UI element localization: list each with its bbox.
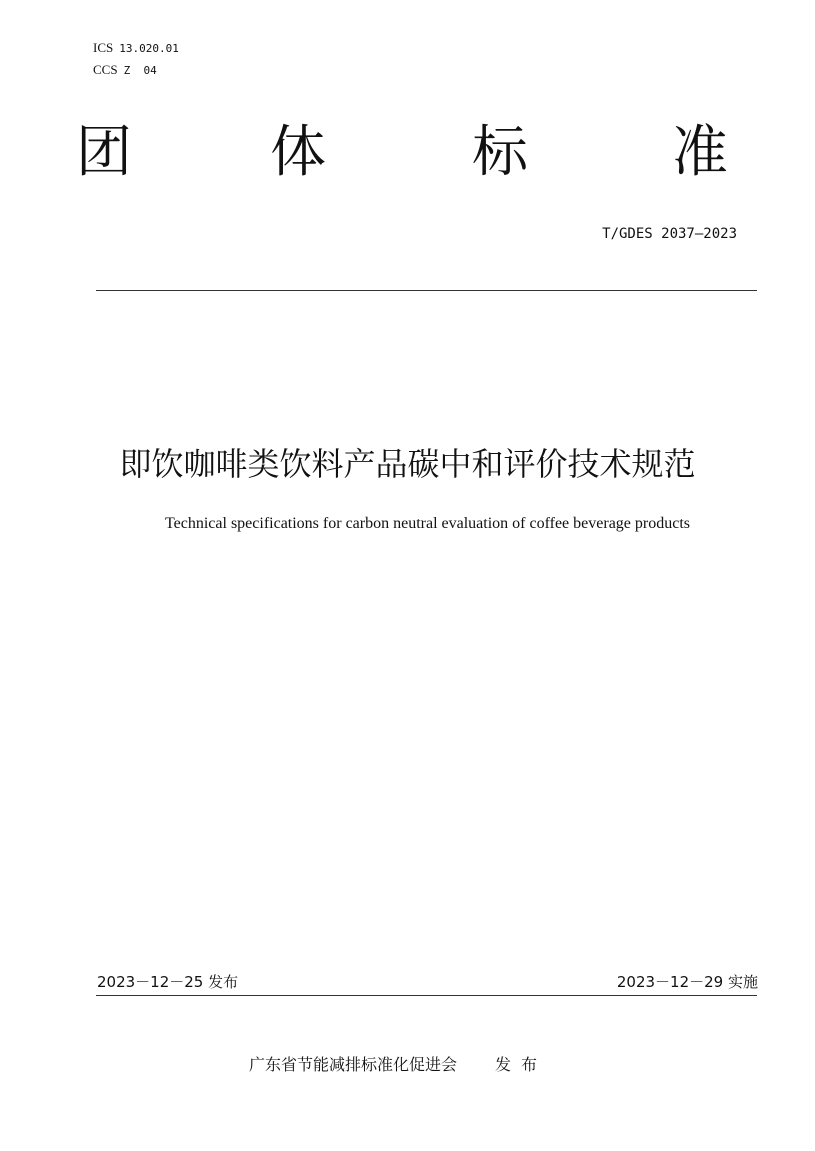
bottom-divider bbox=[96, 995, 757, 996]
implementation-date: 2023－12－29 实施 bbox=[616, 973, 758, 991]
ccs-label: CCS bbox=[93, 62, 118, 77]
publish-action: 发布 bbox=[495, 1055, 548, 1074]
heading-char-4: 准 bbox=[672, 120, 728, 185]
heading-char-2: 体 bbox=[270, 120, 326, 185]
publisher-line bbox=[249, 1054, 547, 1076]
issue-date: 2023－12－25 发布 bbox=[97, 973, 239, 991]
heading-char-1: 团 bbox=[76, 120, 132, 185]
heading-char-3: 标 bbox=[472, 120, 528, 185]
ics-value: 13.020.01 bbox=[119, 42, 179, 55]
standard-number: T/GDES 2037—2023 bbox=[602, 226, 737, 242]
ccs-code bbox=[93, 63, 157, 78]
ics-label: ICS bbox=[93, 40, 114, 55]
publisher-name: 广东省节能减排标准化促进会 bbox=[249, 1055, 458, 1074]
ics-code bbox=[93, 41, 179, 56]
document-title-chinese: 即饮咖啡类饮料产品碳中和评价技术规范 bbox=[119, 445, 696, 483]
ccs-value: Z 04 bbox=[123, 64, 157, 77]
top-divider bbox=[96, 290, 757, 291]
document-title-english: Technical specifications for carbon neutral evaluation of coffee beverage products bbox=[164, 515, 690, 532]
